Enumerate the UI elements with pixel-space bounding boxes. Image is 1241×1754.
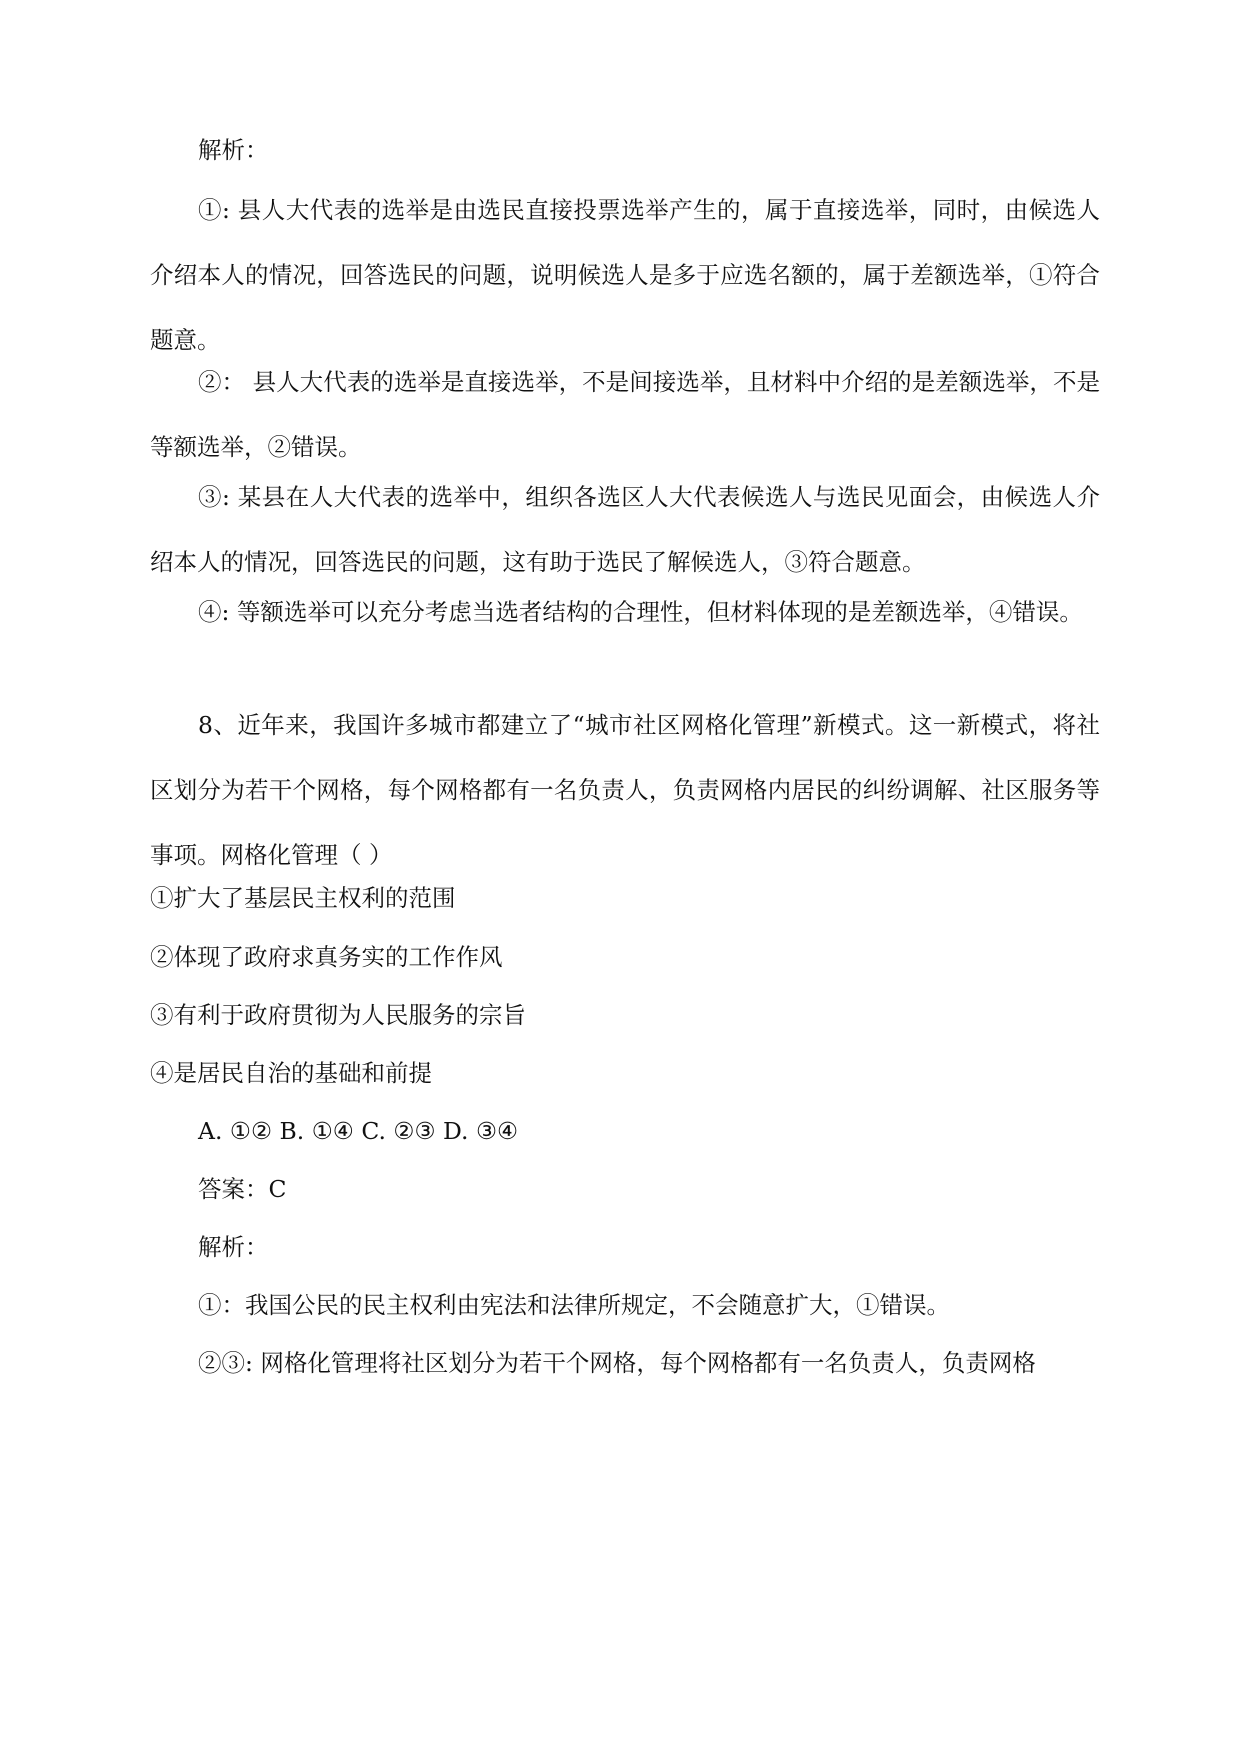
question-option-3: ③有利于政府贯彻为人民服务的宗旨 bbox=[150, 1001, 526, 1029]
answer-line: 答案：C bbox=[198, 1175, 287, 1203]
question-option-4: ④是居民自治的基础和前提 bbox=[150, 1059, 432, 1087]
analysis-heading-2: 解析： bbox=[198, 1233, 269, 1261]
answer-choices: A. ①② B. ①④ C. ②③ D. ③④ bbox=[198, 1117, 519, 1145]
question-8-stem: 8、近年来，我国许多城市都建立了“城市社区网格化管理”新模式。这一新模式，将社区划分为若干个网格，每个网格都有一名负责人，负责网格内居民的纠纷调解、社区服务等事项。网格化管理（ ） bbox=[150, 711, 1100, 869]
analysis-item-3: ③: 某县在人大代表的选举中，组织各选区人大代表候选人与选民见面会，由候选人介绍本人的情况，回答选民的问题，这有助于选民了解候选人，③符合题意。 bbox=[150, 483, 1100, 576]
question-option-1: ①扩大了基层民主权利的范围 bbox=[150, 884, 456, 912]
analysis-item-4: ④: 等额选举可以充分考虑当选者结构的合理性，但材料体现的是差额选举，④错误。 bbox=[198, 598, 1083, 626]
analysis-item-q8-23: ②③: 网格化管理将社区划分为若干个网格，每个网格都有一名负责人，负责网格 bbox=[198, 1349, 1036, 1377]
analysis-item-1: ①: 县人大代表的选举是由选民直接投票选举产生的，属于直接选举，同时，由候选人介绍本人的情况，回答选民的问题，说明候选人是多于应选名额的，属于差额选举，①符合题意。 bbox=[150, 196, 1100, 354]
question-option-2: ②体现了政府求真务实的工作作风 bbox=[150, 943, 503, 971]
analysis-heading: 解析： bbox=[198, 136, 269, 164]
analysis-item-2: ②： 县人大代表的选举是直接选举，不是间接选举，且材料中介绍的是差额选举，不是等额选举，②错误。 bbox=[150, 368, 1100, 461]
analysis-item-q8-1: ①：我国公民的民主权利由宪法和法律所规定，不会随意扩大，①错误。 bbox=[198, 1291, 950, 1319]
